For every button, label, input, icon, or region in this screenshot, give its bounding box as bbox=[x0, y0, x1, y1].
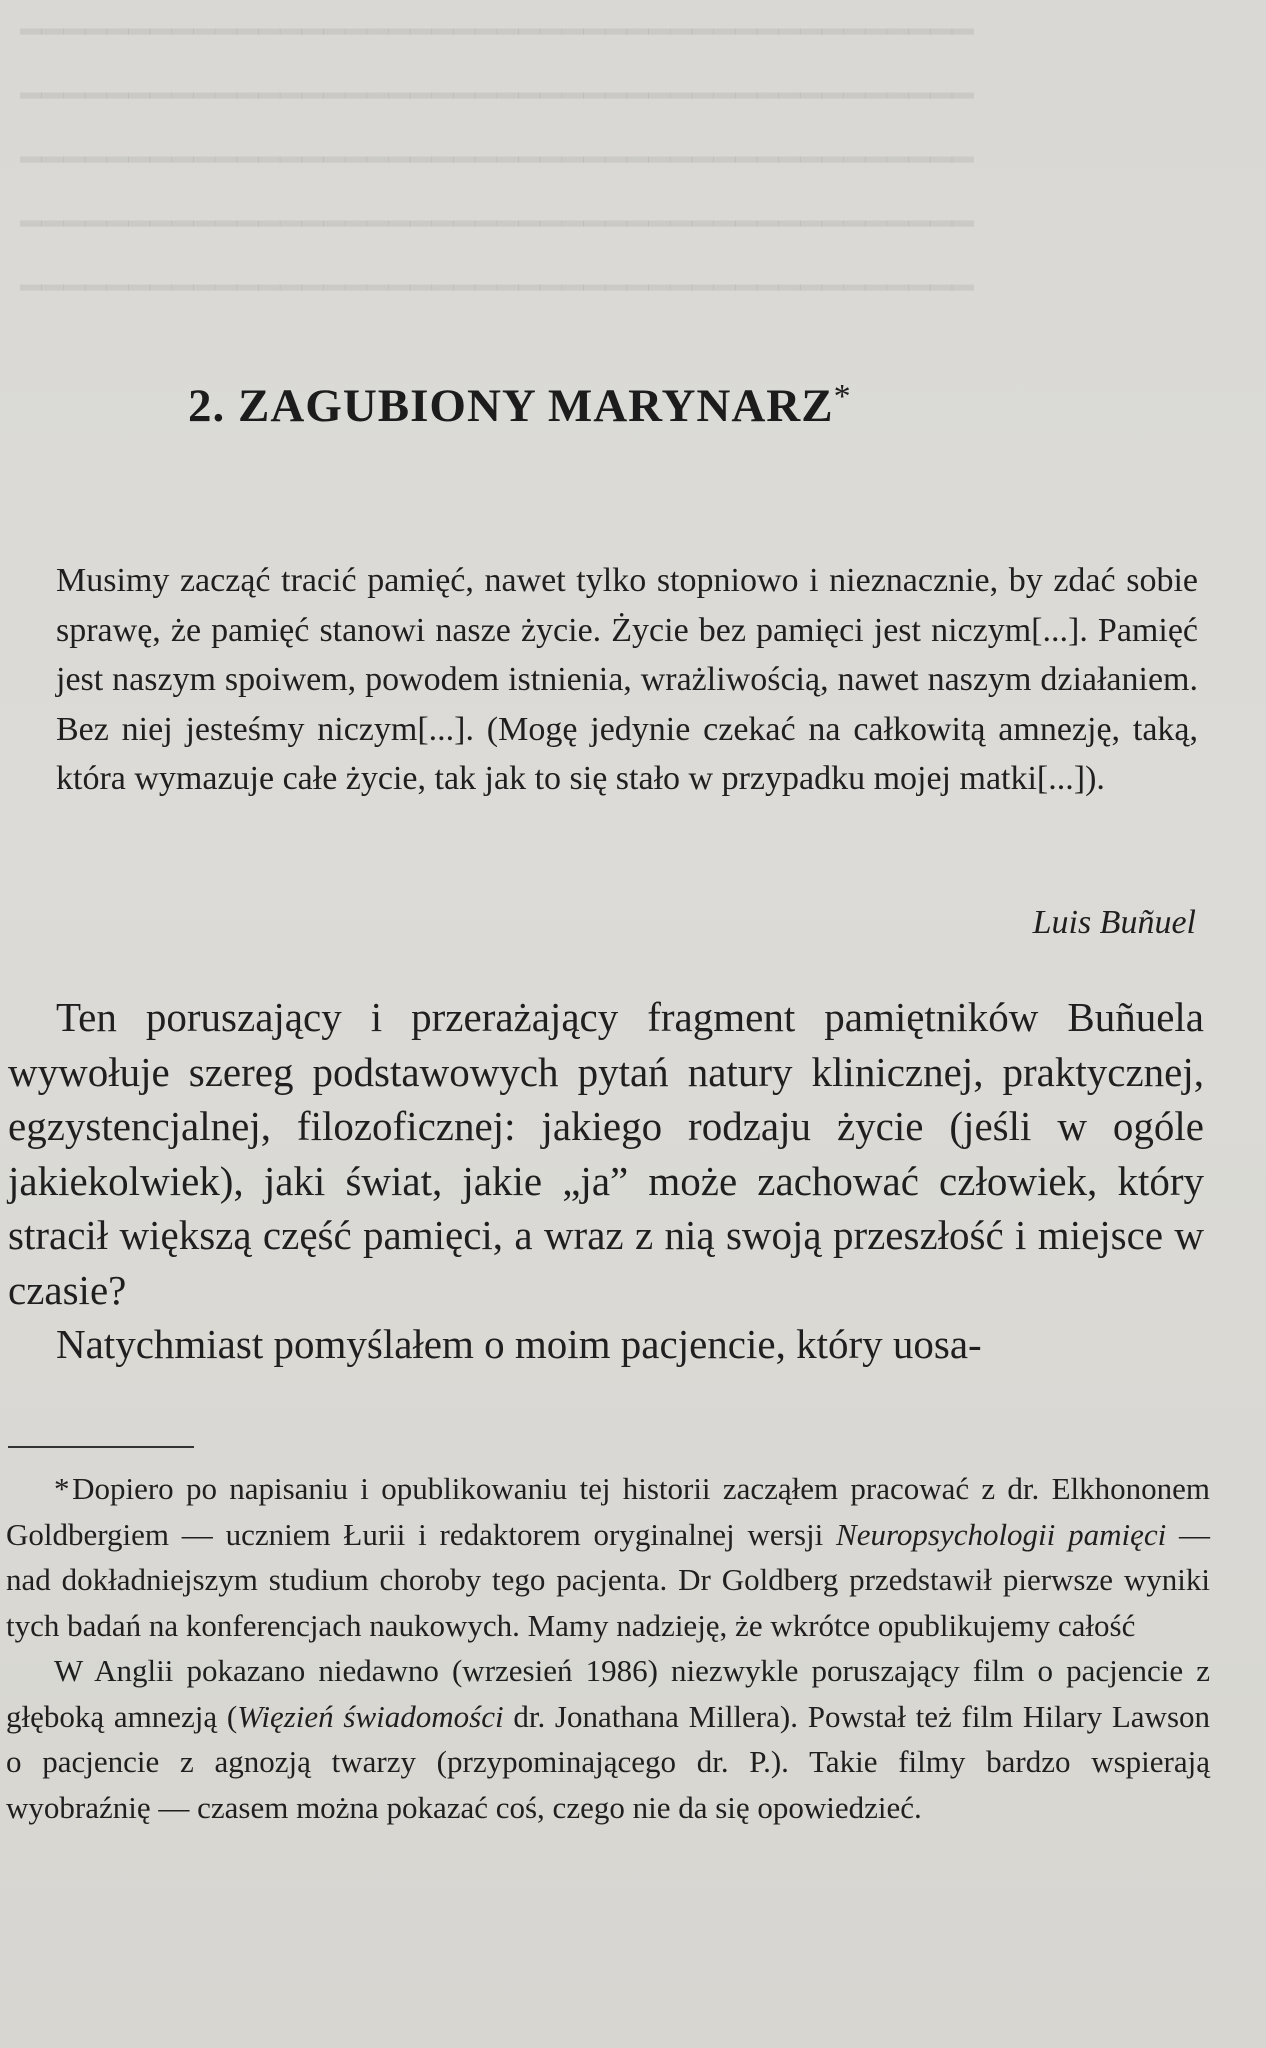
body-text bbox=[8, 990, 1204, 1372]
footnote-paragraph-2 bbox=[6, 1648, 1210, 1830]
footnote-film-title: Więzień świadomości bbox=[237, 1698, 504, 1734]
footnote-book-title: Neuropsychologii pamięci bbox=[836, 1516, 1167, 1552]
footnote-mark: * bbox=[54, 1471, 70, 1506]
footnote-text-2b: dr. Jonathana Millera). Powstał też film Hilary Lawson o pacjencie z agnozją twarzy (przypominającego dr. P.). Takie filmy bardzo wspierają wyobraźnię — czasem można pokazać coś, czego nie da się opowiedzieć. bbox=[6, 1698, 1211, 1825]
chapter-number: 2. bbox=[188, 380, 226, 432]
chapter-footnote-mark: * bbox=[833, 378, 852, 415]
epigraph-author: Luis Buñuel bbox=[1032, 904, 1196, 941]
footnotes bbox=[6, 1466, 1210, 1830]
epigraph bbox=[56, 556, 1198, 804]
footnote-text-1a: Dopiero po napisaniu i opublikowaniu tej historii zacząłem pracować z dr. Elkhononem Goldbergiem — uczniem Łurii i redaktorem oryginalnej wersji bbox=[6, 1471, 1210, 1552]
chapter-title bbox=[188, 378, 852, 433]
chapter-title-text: ZAGUBIONY MARYNARZ bbox=[238, 380, 834, 432]
body-paragraph-1: Ten poruszający i przerażający fragment pamiętników Buñuela wywołuje szereg podstawowych pytań natury klinicznej, praktycznej, egzystencjalnej, filozoficznej: jakiego rodzaju życie (jeśli w ogóle jakiekolwiek), jaki świat, jakie „ja” może zachować człowiek, który stracił większą część pamięci, a wraz z nią swoją przeszłość i miejsce w czasie? bbox=[8, 994, 1204, 1313]
body-paragraph-2: Natychmiast pomyślałem o moim pacjencie, który uosa- bbox=[56, 1321, 982, 1367]
epigraph-text: Musimy zacząć tracić pamięć, nawet tylko stopniowo i nieznacznie, by zdać sobie sprawę, że pamięć stanowi nasze życie. Życie bez pamięci jest niczym[...]. Pamięć jest naszym spoiwem, powodem istnienia, wrażliwością, nawet naszym działaniem. Bez niej jesteśmy niczym[...]. (Mogę jedynie czekać na całkowitą amnezję, taką, która wymazuje całe życie, tak jak to się stało w przypadku mojej matki[...]). bbox=[56, 562, 1198, 798]
footnote-text-2a: W Anglii pokazano niedawno (wrzesień 1986) niezwykle poruszający film o pacjencie z głęboką amnezją ( bbox=[6, 1653, 1210, 1734]
footnote-paragraph-1 bbox=[6, 1466, 1210, 1648]
show-through-background: ━━━━━━━━━━━━━━━━━━━━━━━━━━━━━━━━━━━━━━━━━━━━ ━━━━━━━━━━━━━━━━━━━━━━━━━━━━━━━━━━━━━━━━━━━━ ━━━━━━━━━━━━━━━━━━━━━━━━━━━━━━━━━━━━━━━━━━━━ ━━━━━━━━━━━━━━━━━━━━━━━━━━━━━━━━━━━━━━━━━━━━ ━━━━━━━━━━━━━━━━━━━━━━━━━━━━━━━━━━━━━━━━━━━━ bbox=[20, 12, 974, 308]
footnote-divider bbox=[8, 1446, 194, 1448]
footnote-text-1b: — nad dokładniejszym studium choroby tego pacjenta. Dr Goldberg przedstawił pierwsze wyniki tych badań na konferencjach naukowych. Mamy nadzieję, że wkrótce opublikujemy całość bbox=[6, 1516, 1211, 1643]
